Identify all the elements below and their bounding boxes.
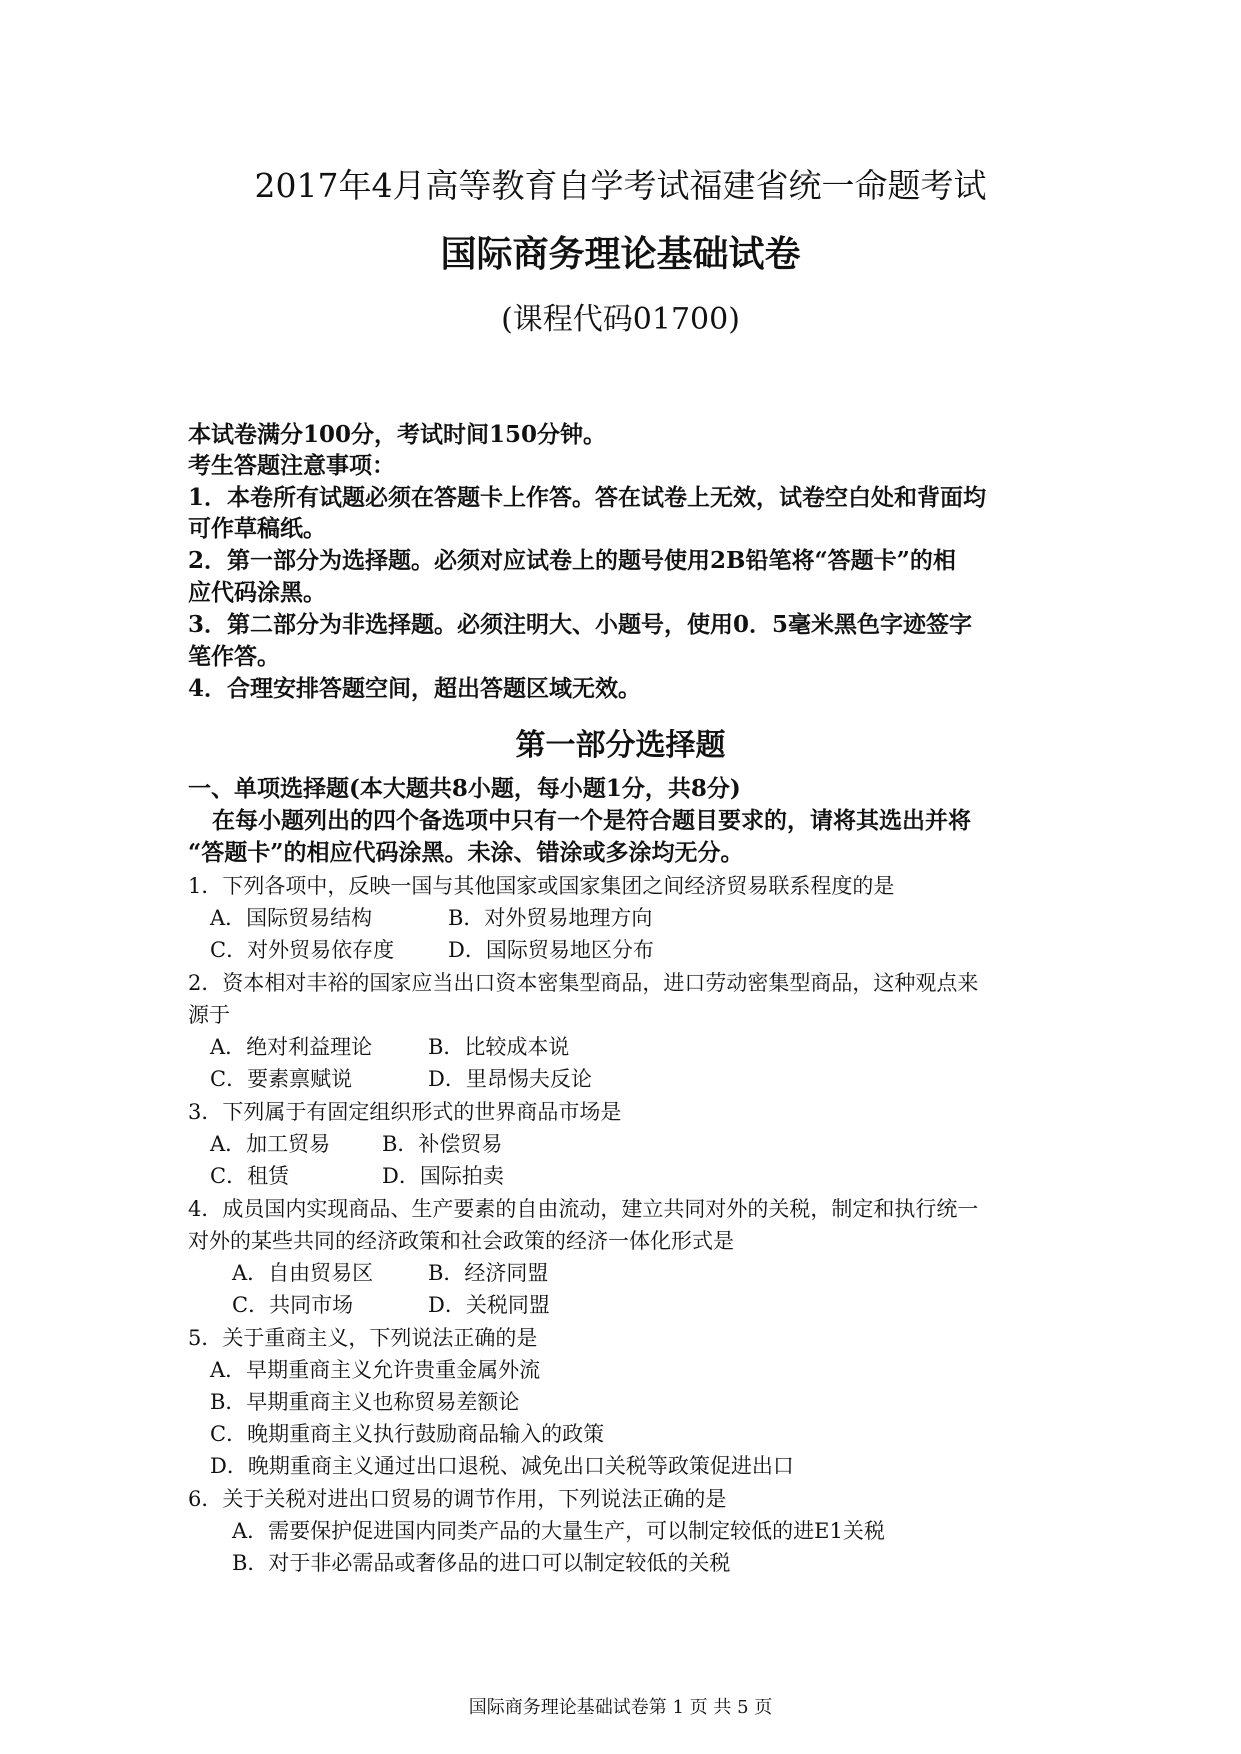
option: B．经济同盟 (428, 1261, 549, 1285)
question-stem: 2．资本相对丰裕的国家应当出口资本密集型商品，进口劳动密集型商品，这种观点来 (188, 971, 979, 995)
option: B．对外贸易地理方向 (448, 906, 653, 930)
question-stem: 1．下列各项中，反映一国与其他国家或国家集团之间经济贸易联系程度的是 (188, 874, 895, 898)
paper-title: 国际商务理论基础试卷 (440, 233, 801, 275)
instruction-line: 1．本卷所有试题必须在答题卡上作答。答在试卷上无效，试卷空白处和背面均 (188, 484, 987, 511)
section-title: 一、单项选择题(本大题共8小题，每小题1分，共8分) (188, 775, 741, 802)
option: B．比较成本说 (428, 1035, 570, 1059)
question-stem: 4．成员国内实现商品、生产要素的自由流动，建立共同对外的关税，制定和执行统一 (188, 1197, 979, 1221)
option: A．加工贸易 (210, 1132, 331, 1156)
option: C．晚期重商主义执行鼓励商品输入的政策 (210, 1422, 605, 1446)
part-title: 第一部分选择题 (515, 728, 726, 763)
option: D．国际拍卖 (382, 1164, 504, 1188)
instruction-line: 2．第一部分为选择题。必须对应试卷上的题号使用2B铅笔将“答题卡”的相 (188, 547, 956, 574)
option: C．要素禀赋说 (210, 1067, 353, 1091)
question-stem: 5．关于重商主义，下列说法正确的是 (188, 1326, 538, 1350)
option: A．绝对利益理论 (210, 1035, 373, 1059)
option: A．早期重商主义允许贵重金属外流 (210, 1358, 541, 1382)
option: C．对外贸易依存度 (210, 938, 395, 962)
option: D．里昂惕夫反论 (428, 1067, 592, 1091)
question-stem: 源于 (188, 1003, 230, 1027)
instruction-line: 3．第二部分为非选择题。必须注明大、小题号，使用0．5毫米黑色字迹签字 (188, 611, 973, 638)
option: D．国际贸易地区分布 (448, 938, 654, 962)
option: A．自由贸易区 (232, 1261, 374, 1285)
option: A．需要保护促进国内同类产品的大量生产，可以制定较低的进E1关税 (232, 1519, 885, 1543)
option: D．关税同盟 (428, 1293, 550, 1317)
option: A．国际贸易结构 (210, 906, 373, 930)
section-note: “答题卡”的相应代码涂黑。未涂、错涂或多涂均无分。 (188, 839, 744, 866)
option: B．早期重商主义也称贸易差额论 (210, 1390, 520, 1414)
option: B．对于非必需品或奢侈品的进口可以制定较低的关税 (232, 1551, 731, 1575)
question-stem: 对外的某些共同的经济政策和社会政策的经济一体化形式是 (188, 1229, 734, 1253)
question-stem: 6．关于关税对进出口贸易的调节作用，下列说法正确的是 (188, 1487, 727, 1511)
page-footer: 国际商务理论基础试卷第 1 页 共 5 页 (468, 1697, 773, 1718)
option: C．共同市场 (232, 1293, 354, 1317)
instruction-line: 笔作答。 (188, 643, 280, 670)
section-note: 在每小题列出的四个备选项中只有一个是符合题目要求的，请将其选出并将 (212, 807, 971, 834)
instruction-line: 考生答题注意事项： (188, 452, 395, 479)
instruction-line: 应代码涂黑。 (188, 579, 326, 606)
instruction-line: 本试卷满分100分，考试时间150分钟。 (188, 421, 607, 448)
instruction-line: 4．合理安排答题空间，超出答题区域无效。 (188, 675, 642, 702)
exam-title: 2017年4月高等教育自学考试福建省统一命题考试 (254, 166, 987, 205)
course-code: (课程代码01700) (501, 302, 740, 337)
instruction-line: 可作草稿纸。 (188, 515, 326, 542)
option: D．晚期重商主义通过出口退税、减免出口关税等政策促进出口 (210, 1454, 794, 1478)
option: B．补偿贸易 (382, 1132, 503, 1156)
question-stem: 3．下列属于有固定组织形式的世界商品市场是 (188, 1100, 622, 1124)
option: C．租赁 (210, 1164, 290, 1188)
